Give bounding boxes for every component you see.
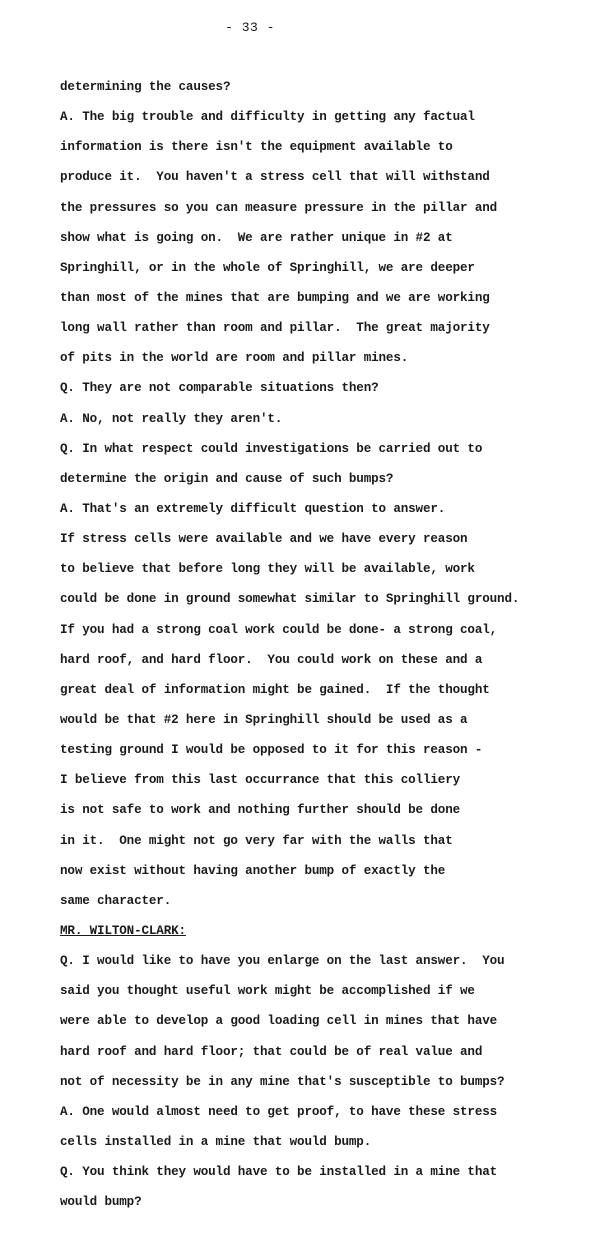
transcript-line: were able to develop a good loading cell in mines that have xyxy=(60,1014,498,1029)
transcript-line: is not safe to work and nothing further should be done xyxy=(60,803,461,818)
transcript-line: show what is going on. We are rather unique in #2 at xyxy=(60,230,453,245)
transcript-line: hard roof and hard floor; that could be of real value and xyxy=(60,1044,483,1059)
transcript-line: A. No, not really they aren't. xyxy=(60,411,283,426)
transcript-line: If stress cells were available and we have every reason xyxy=(60,532,468,547)
transcript-line: I believe from this last occurrance that this colliery xyxy=(60,773,461,788)
transcript-line: Q. They are not comparable situations then? xyxy=(60,381,379,396)
transcript-line: than most of the mines that are bumping and we are working xyxy=(60,290,490,305)
transcript-line: cells installed in a mine that would bump. xyxy=(60,1134,372,1149)
transcript-line: of pits in the world are room and pillar mines. xyxy=(60,351,409,366)
transcript-line: same character. xyxy=(60,893,172,908)
transcript-line: the pressures so you can measure pressure in the pillar and xyxy=(60,200,498,215)
transcript-line: not of necessity be in any mine that's susceptible to bumps? xyxy=(60,1074,505,1089)
transcript-line: great deal of information might be gained. If the thought xyxy=(60,682,490,697)
transcript-line: A. That's an extremely difficult question to answer. xyxy=(60,501,446,516)
transcript-line: could be done in ground somewhat similar to Springhill ground. xyxy=(60,592,520,607)
transcript-line: would be that #2 here in Springhill should be used as a xyxy=(60,712,468,727)
transcript-line: determining the causes? xyxy=(60,80,231,94)
transcript-line: in it. One might not go very far with the walls that xyxy=(60,833,453,848)
transcript-line: hard roof, and hard floor. You could work on these and a xyxy=(60,652,483,667)
transcript-line: A. The big trouble and difficulty in getting any factual xyxy=(60,110,475,125)
transcript-line: produce it. You haven't a stress cell that will withstand xyxy=(60,170,490,185)
transcript-line: long wall rather than room and pillar. The great majority xyxy=(60,321,490,336)
transcript-line: would bump? xyxy=(60,1195,142,1210)
transcript-line: determine the origin and cause of such bumps? xyxy=(60,471,394,486)
transcript-line: Q. You think they would have to be installed in a mine that xyxy=(60,1165,498,1180)
transcript-line: said you thought useful work might be accomplished if we xyxy=(60,984,475,999)
transcript-line: to believe that before long they will be available, work xyxy=(60,562,475,577)
transcript-line: Q. In what respect could investigations be carried out to xyxy=(60,441,483,456)
transcript-line: Springhill, or in the whole of Springhill, we are deeper xyxy=(60,260,475,275)
transcript-line: now exist without having another bump of exactly the xyxy=(60,863,446,878)
transcript-line: testing ground I would be opposed to it for this reason - xyxy=(60,743,483,758)
speaker-heading: MR. WILTON-CLARK: xyxy=(60,923,186,938)
page-number: - 33 - xyxy=(225,20,275,35)
transcript-line: Q. I would like to have you enlarge on the last answer. You xyxy=(60,954,505,969)
transcript-line: information is there isn't the equipment available to xyxy=(60,140,453,155)
transcript-line: If you had a strong coal work could be done- a strong coal, xyxy=(60,622,498,637)
transcript-body xyxy=(60,76,560,1221)
transcript-line: A. One would almost need to get proof, to have these stress xyxy=(60,1104,498,1119)
